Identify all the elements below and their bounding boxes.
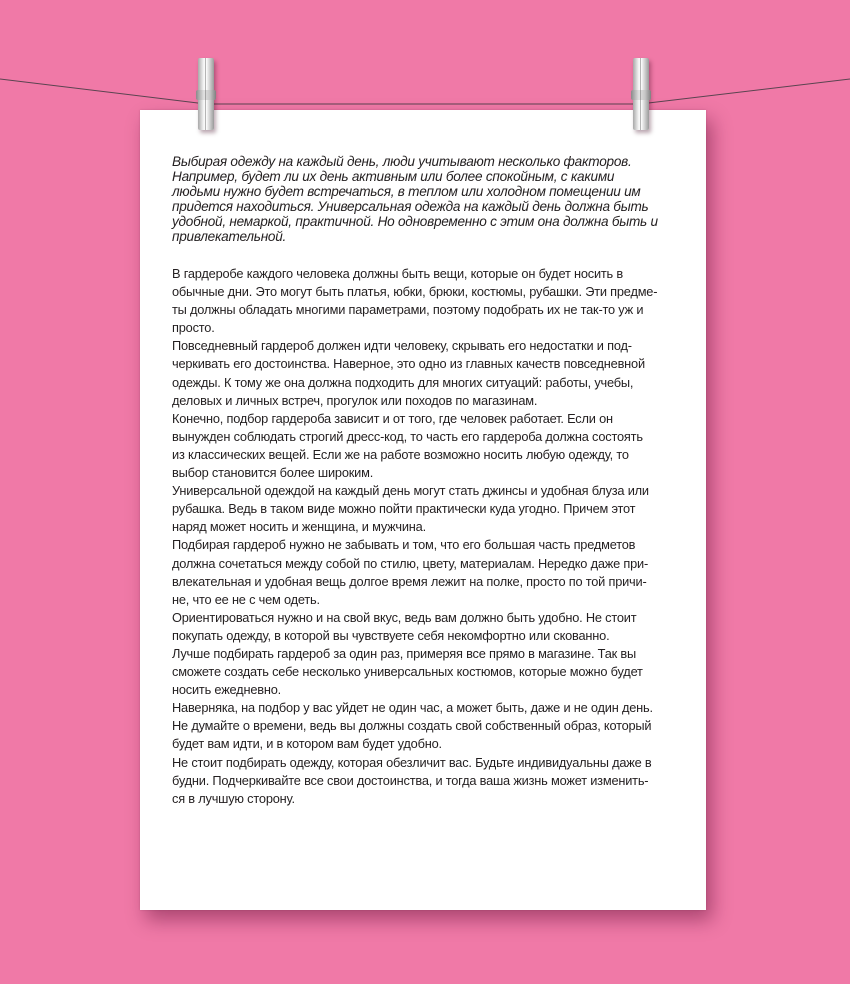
clothespin-icon	[633, 58, 649, 130]
document-body	[172, 154, 684, 808]
paper-sheet	[140, 110, 706, 910]
body-paragraph-1: В гардеробе каждого человека должны быть вещи, которые он будет носить в обычные дни. Это могут быть платья, юбки, брюки, костюмы, рубашки. Эти предме- ты должны обладать многими параметрами, поэтому подобрать их не так-то уж и просто.	[172, 266, 658, 336]
body-paragraph-8: Наверняка, на подбор у вас уйдет не один час, а может быть, даже и не один день. Не думайте о времени, ведь вы должны создать свой собственный образ, который будет вам идти, и в котором вам будет удобно.	[172, 700, 653, 752]
body-paragraph-4: Универсальной одеждой на каждый день могут стать джинсы и удобная блуза или рубашка. Ведь в таком виде можно пойти практически куда угодно. Причем этот наряд может носить и женщина, и мужчина.	[172, 483, 649, 535]
clothespin-icon	[198, 58, 214, 130]
body-paragraph-3: Конечно, подбор гардероба зависит и от того, где человек работает. Если он вынужден соблюдать строгий дресс-код, то часть его гардероба должна состоять из классических вещей. Если же на работе возможно носить любую одежду, то выбор становится более широким.	[172, 410, 643, 481]
intro-paragraph: Выбирая одежду на каждый день, люди учитывают несколько факторов. Например, будет ли их день активным или более спокойным, с какими людьми нужно будет встречаться, в теплом или холодном помещении им придется находиться. Универсальная одежда на каждый день должна быть удобной, немаркой, практичной. Но одновременно с этим она должна быть и привлекательной.	[172, 154, 658, 244]
body-paragraph-9: Не стоит подбирать одежду, которая обезличит вас. Будьте индивидуальны даже в будни. Подчеркивайте все свои достоинства, и тогда ваша жизнь может изменить- ся в лучшую сторону.	[172, 754, 652, 806]
body-paragraph-6: Ориентироваться нужно и на свой вкус, ведь вам должно быть удобно. Не стоит покупать одежду, в которой вы чувствуете себя некомфортно или скованно.	[172, 609, 637, 643]
body-paragraph-5: Подбирая гардероб нужно не забывать и том, что его большая часть предметов должна сочетаться между собой по стилю, цвету, материалам. Нередко даже при- влекательная и удобная вещь долгое время лежит на полке, просто по той причи- не, что ее не с чем одеть.	[172, 537, 649, 607]
body-paragraph-2: Повседневный гардероб должен идти человеку, скрывать его недостатки и под- черкивать его достоинства. Наверное, это одно из главных качеств повседневной одежды. К тому же она должна подходить для многих ситуаций: работы, учебы, деловых и личных встреч, прогулок или походов по магазинам.	[172, 338, 645, 408]
body-paragraph-7: Лучше подбирать гардероб за один раз, примеряя все прямо в магазине. Так вы сможете создать себе несколько универсальных костюмов, которые можно будет носить ежедневно.	[172, 645, 643, 698]
